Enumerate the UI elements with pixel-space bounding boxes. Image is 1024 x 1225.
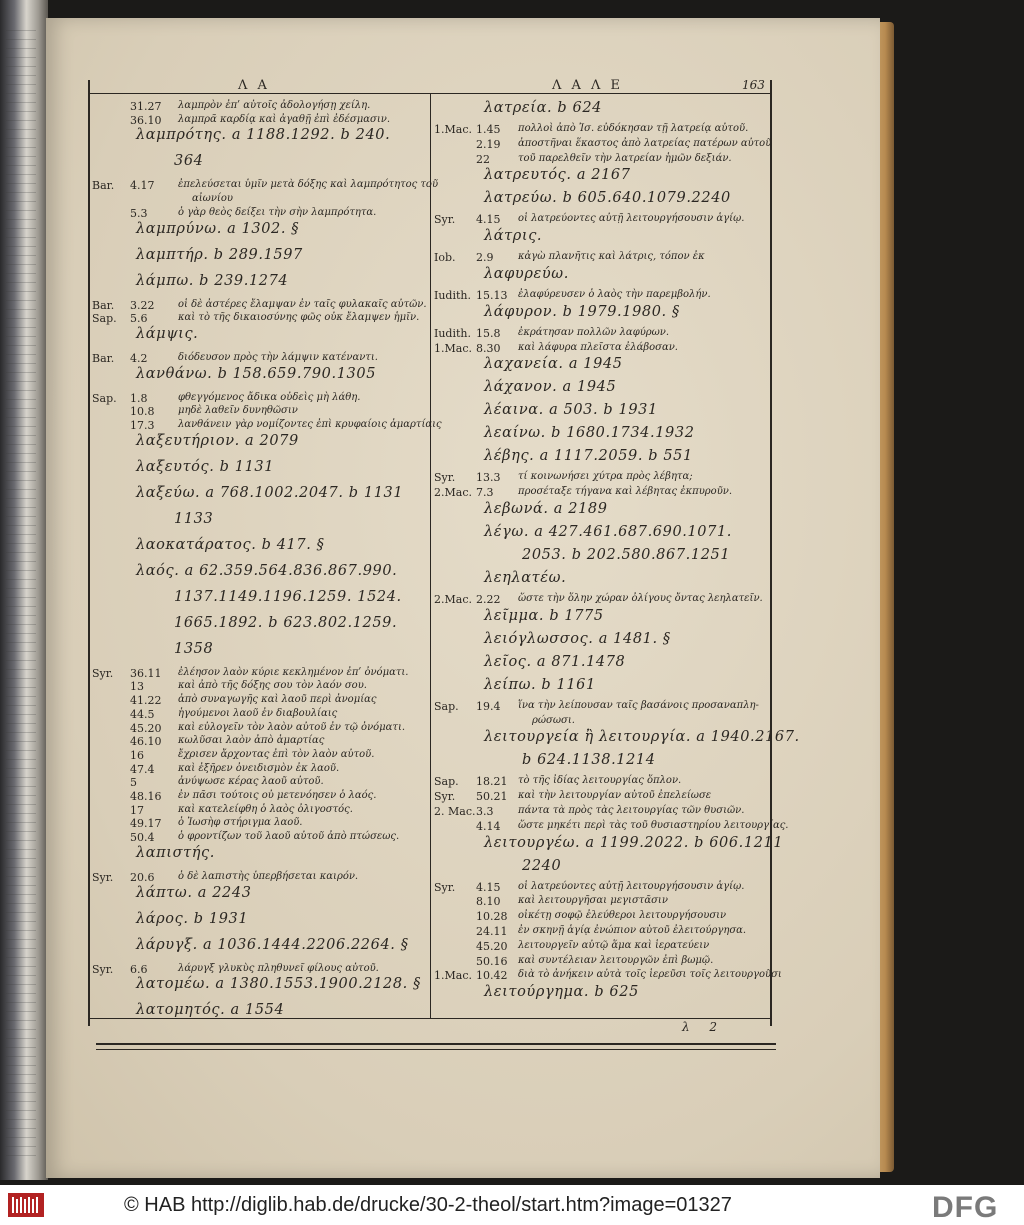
chapter-ref: 2.9 xyxy=(476,251,494,265)
citation-text: ὥστε τὴν ὅλην χώραν ὀλίγους ὄντας λεηλατεῖν. xyxy=(518,593,763,604)
citation-text: ἀνύψωσε κέρας λαοῦ αὐτοῦ. xyxy=(178,776,324,788)
chapter-ref: 5.3 xyxy=(130,206,148,220)
citation-text: ἐλέησον λαὸν κύριε κεκλημένον ἐπʹ ὀνόματι. xyxy=(178,666,409,678)
headword-text: λέγω. a 427.461.687.690.1071. xyxy=(484,524,732,540)
citation-text: αἰωνίου xyxy=(192,193,233,205)
chapter-ref: 18.21 xyxy=(476,775,508,789)
headword-text: 1665.1892. b 623.802.1259. xyxy=(174,614,398,631)
citation-text: καὶ λειτουργῆσαι μεγιστᾶσιν xyxy=(518,895,668,907)
book-ref: Syr. xyxy=(92,962,114,976)
book-ref: Sap. xyxy=(434,775,459,789)
headword-text: λεῖμμα. b 1775 xyxy=(484,607,604,624)
frame-footer-rule-2 xyxy=(96,1049,776,1050)
book-ref: 2. Mac. xyxy=(434,805,476,818)
citation-text: λειτουργεῖν αὐτῷ ἅμα καὶ ἱερατεύειν xyxy=(518,939,710,951)
headword-text: λαξεύω. a 768.1002.2047. b 1131 xyxy=(136,484,404,501)
headword-text: λάμψις. xyxy=(136,325,199,342)
chapter-ref: 24.11 xyxy=(476,925,508,938)
citation-text: οἰκέτῃ σοφῷ ἐλεύθεροι λειτουργήσουσιν xyxy=(518,910,727,922)
headword-text: λατρευτός. a 2167 xyxy=(484,167,631,184)
headword-text: 2053. b 202.580.867.1251 xyxy=(522,547,731,563)
book-ref: Bar. xyxy=(92,351,115,365)
citation-text: ἀπὸ συναγωγῆς καὶ λαοῦ περὶ ἀνομίας xyxy=(178,694,377,706)
chapter-ref: 2.22 xyxy=(476,593,501,606)
headword-text: λαχανεία. a 1945 xyxy=(484,356,623,373)
chapter-ref: 4.15 xyxy=(476,213,501,227)
chapter-ref: 36.10 xyxy=(130,113,162,127)
book-ref: Iudith. xyxy=(434,326,471,340)
citation-text: οἱ δὲ ἀστέρες ἔλαμψαν ἐν ταῖς φυλακαῖς αὐτῶν. xyxy=(178,298,427,310)
headword-text: 1133 xyxy=(174,510,214,527)
chapter-ref: 44.5 xyxy=(130,707,155,721)
headword-text: λειτουργέω. a 1199.2022. b 606.1211 xyxy=(484,834,784,851)
citation-text: ἐκράτησαν πολλῶν λαφύρων. xyxy=(518,326,670,338)
chapter-ref: 5.6 xyxy=(130,312,148,326)
book-ref: 1.Mac. xyxy=(434,123,472,136)
citation-text: ὥστε μηκέτι περὶ τὰς τοῦ θυσιαστηρίου λειτουργίας. xyxy=(518,819,789,831)
headword-text: λαπιστής. xyxy=(136,844,215,861)
running-head-left: Λ Α xyxy=(238,78,270,93)
footer-bar xyxy=(0,1185,1024,1225)
headword-text: λανθάνω. b 158.659.790.1305 xyxy=(136,365,377,382)
headword-text: λεῖος. a 871.1478 xyxy=(484,653,626,670)
headword-text: b 624.1138.1214 xyxy=(522,752,656,769)
citation-text: καὶ τὸ τῆς δικαιοσύνης φῶς οὐκ ἔλαμψεν ἡμῖν. xyxy=(178,312,420,324)
chapter-ref: 36.11 xyxy=(130,666,162,680)
page-stack-lines xyxy=(6,30,36,1160)
chapter-ref: 15.13 xyxy=(476,289,508,302)
book-ref: Bar. xyxy=(92,179,115,193)
citation-text: οἱ λατρεύοντες αὐτῇ λειτουργήσουσιν ἁγίῳ. xyxy=(518,213,745,225)
citation-text: ἐν σκηνῇ ἁγίᾳ ἐνώπιον αὐτοῦ ἐλειτούργησα. xyxy=(518,925,747,936)
citation-text: τὸ τῆς ἰδίας λειτουργίας ὅπλον. xyxy=(518,775,682,787)
dfg-logo: DFG xyxy=(932,1191,999,1224)
headword-text: λάπτω. a 2243 xyxy=(136,884,252,901)
citation-text: καὶ τὴν λειτουργίαν αὐτοῦ ἐπελείωσε xyxy=(518,790,712,802)
citation-text: ἐλαφύρευσεν ὁ λαὸς τὴν παρεμβολήν. xyxy=(518,289,711,300)
headword-text: λατομέω. a 1380.1553.1900.2128. § xyxy=(136,976,421,993)
chapter-ref: 10.42 xyxy=(476,969,508,983)
citation-text: πάντα τὰ πρὸς τὰς λειτουργίας τῶν θυσιῶν. xyxy=(518,805,745,816)
citation-text: πολλοὶ ἀπὸ Ἰσ. εὐδόκησαν τῇ λατρείᾳ αὐτοῦ. xyxy=(518,123,749,134)
citation-text: καὶ λάφυρα πλεῖστα ἐλάβοσαν. xyxy=(518,341,678,353)
book-ref: Iudith. xyxy=(434,289,471,302)
citation-text: καὶ ἐξῆρεν ὀνειδισμὸν ἐκ λαοῦ. xyxy=(178,762,340,774)
chapter-ref: 50.16 xyxy=(476,954,508,968)
book-spine-edge xyxy=(0,0,48,1180)
chapter-ref: 20.6 xyxy=(130,870,155,884)
citation-text: προσέταξε τήγανα καὶ λέβητας ἐκπυροῦν. xyxy=(518,486,733,498)
frame-footer-rule-1 xyxy=(96,1043,776,1045)
chapter-ref: 49.17 xyxy=(130,817,162,831)
citation-text: ἐν πᾶσι τούτοις οὐ μετενόησεν ὁ λαός. xyxy=(178,790,377,801)
running-head-right: Λ Α Λ Ε xyxy=(552,78,624,93)
citation-text: ὁ φροντίζων τοῦ λαοῦ αὐτοῦ ἀπὸ πτώσεως. xyxy=(178,831,400,843)
headword-text: λειτούργημα. b 625 xyxy=(484,984,639,1001)
headword-text: λαξευτήριον. a 2079 xyxy=(136,432,299,449)
chapter-ref: 5 xyxy=(130,776,137,790)
headword-text: 1137.1149.1196.1259. 1524. xyxy=(174,588,402,605)
chapter-ref: 50.21 xyxy=(476,790,508,804)
chapter-ref: 17 xyxy=(130,803,144,817)
headword-text: 2240 xyxy=(522,857,562,874)
headword-text: λαξευτός. b 1131 xyxy=(136,458,275,475)
chapter-ref: 15.8 xyxy=(476,326,501,340)
headword-text: λατρεία. b 624 xyxy=(484,100,602,116)
citation-text: ὁ δὲ λαπιστὴς ὑπερβήσεται καιρόν. xyxy=(178,870,359,882)
citation-text: τί κοινωνήσει χύτρα πρὸς λέβητα; xyxy=(518,471,693,483)
headword-text: λεβωνά. a 2189 xyxy=(484,501,608,517)
headword-text: 1358 xyxy=(174,640,214,657)
citation-text: διὰ τὸ ἀνήκειν αὐτὰ τοῖς ἱερεῦσι τοῖς λειτουργοῦσι xyxy=(518,969,782,981)
chapter-ref: 17.3 xyxy=(130,419,155,432)
headword-text: λεαίνω. b 1680.1734.1932 xyxy=(484,425,695,442)
book-ref: Syr. xyxy=(92,870,114,884)
citation-text: λαμπρᾶ καρδίᾳ καὶ ἀγαθῇ ἐπὶ ἐδέσμασιν. xyxy=(178,113,390,125)
citation-text: ὁ Ἰωσὴφ στήριγμα λαοῦ. xyxy=(178,817,303,829)
headword-text: λάμπω. b 239.1274 xyxy=(136,272,289,289)
headword-text: λεηλατέω. xyxy=(484,570,567,586)
citation-text: ρώσωσι. xyxy=(532,714,575,726)
citation-text: καὶ κατελείφθη ὁ λαὸς ὀλιγοστός. xyxy=(178,803,353,815)
citation-text: ἀποστῆναι ἕκαστος ἀπὸ λατρείας πατέρων αὐτοῦ xyxy=(518,137,772,149)
headword-text: λέαινα. a 503. b 1931 xyxy=(484,402,658,419)
headword-text: λαμπρύνω. a 1302. § xyxy=(136,220,300,237)
citation-text: φθεγγόμενος ἄδικα οὐδεὶς μὴ λάθη. xyxy=(178,391,361,403)
headword-text: λατομητός. a 1554 xyxy=(136,1002,285,1019)
frame-center-rule xyxy=(430,93,431,1019)
book-ref: Bar. xyxy=(92,298,115,312)
book-ref: 2.Mac. xyxy=(434,486,472,500)
headword-text: λαός. a 62.359.564.836.867.990. xyxy=(136,562,398,579)
right-column xyxy=(432,100,800,1018)
headword-text: λατρεύω. b 605.640.1079.2240 xyxy=(484,190,731,207)
chapter-ref: 1.8 xyxy=(130,391,148,405)
citation-text: τοῦ παρελθεῖν τὴν λατρείαν ἡμῶν δεξιάν. xyxy=(518,152,732,164)
book-ref: 2.Mac. xyxy=(434,593,472,606)
chapter-ref: 16 xyxy=(130,748,144,762)
citation-text: λανθάνειν γὰρ νομίζοντες ἐπὶ κρυφαίοις ἁμαρτίαις xyxy=(178,419,442,430)
chapter-ref: 4.15 xyxy=(476,880,501,894)
chapter-ref: 47.4 xyxy=(130,762,155,776)
headword-text: 364 xyxy=(174,153,204,170)
book-ref: Sap. xyxy=(92,391,117,405)
chapter-ref: 6.6 xyxy=(130,962,148,976)
headword-text: λάφυρον. b 1979.1980. § xyxy=(484,303,680,320)
chapter-ref: 22 xyxy=(476,152,490,166)
book-ref: Syr. xyxy=(434,880,456,894)
headword-text: λάτρις. xyxy=(484,228,543,245)
chapter-ref: 4.2 xyxy=(130,351,148,365)
headword-text: λειτουργεία ἢ λειτουργία. a 1940.2167. xyxy=(484,729,800,746)
book-ref: Sap. xyxy=(92,312,117,326)
headword-text: λάχανον. a 1945 xyxy=(484,379,617,396)
chapter-ref: 31.27 xyxy=(130,100,162,113)
chapter-ref: 41.22 xyxy=(130,694,162,708)
book-ref: Syr. xyxy=(434,213,456,227)
headword-text: λάρος. b 1931 xyxy=(136,910,249,927)
chapter-ref: 46.10 xyxy=(130,735,162,749)
headword-text: λέβης. a 1117.2059. b 551 xyxy=(484,448,693,465)
chapter-ref: 13.3 xyxy=(476,471,501,485)
chapter-ref: 8.30 xyxy=(476,341,501,355)
left-column xyxy=(90,100,442,1019)
citation-text: μηδὲ λαθεῖν δυνηθῶσιν xyxy=(178,405,298,417)
book-ref: Iob. xyxy=(434,251,456,265)
chapter-ref: 4.17 xyxy=(130,179,155,193)
book-ref: 1.Mac. xyxy=(434,969,472,983)
headword-text: λαμπρότης. a 1188.1292. b 240. xyxy=(136,127,391,144)
citation-text: ἵνα τὴν λείπουσαν ταῖς βασάνοις προσαναπλη- xyxy=(518,699,759,711)
chapter-ref: 7.3 xyxy=(476,486,494,500)
headword-text: λειόγλωσσος. a 1481. § xyxy=(484,630,671,647)
citation-text: οἱ λατρεύοντες αὐτῇ λειτουργήσουσιν ἁγίῳ. xyxy=(518,880,745,892)
citation-text: λάρυγξ γλυκὺς πληθυνεῖ φίλους αὐτοῦ. xyxy=(178,962,379,974)
chapter-ref: 50.4 xyxy=(130,831,155,845)
chapter-ref: 4.14 xyxy=(476,819,501,833)
signature-mark: λ 2 xyxy=(682,1020,726,1034)
headword-text: λείπω. b 1161 xyxy=(484,676,596,693)
headword-text: λαοκατάρατος. b 417. § xyxy=(136,536,325,553)
citation-text: καὶ συντέλειαν λειτουργῶν ἐπὶ βωμῷ. xyxy=(518,954,714,966)
citation-text: ἐπελεύσεται ὑμῖν μετὰ δόξης καὶ λαμπρότητος τοῦ xyxy=(178,179,439,191)
citation-text: ὁ γὰρ θεὸς δείξει τὴν σὴν λαμπρότητα. xyxy=(178,206,377,218)
citation-text: κἀγὼ πλανῆτις καὶ λάτρις, τόπον ἐκ xyxy=(518,251,705,263)
chapter-ref: 3.3 xyxy=(476,805,494,818)
chapter-ref: 48.16 xyxy=(130,790,162,803)
book-ref: Syr. xyxy=(434,790,456,804)
citation-text: ἡγούμενοι λαοῦ ἐν διαβουλίαις xyxy=(178,707,338,719)
headword-text: λάρυγξ. a 1036.1444.2206.2264. § xyxy=(136,936,409,953)
citation-text: καὶ ἀπὸ τῆς δόξης σου τὸν λαόν σου. xyxy=(178,680,367,692)
citation-text: ἔχρισεν ἄρχοντας ἐπὶ τὸν λαὸν αὐτοῦ. xyxy=(178,748,375,760)
chapter-ref: 45.20 xyxy=(130,721,162,735)
book-ref: Syr. xyxy=(434,471,456,485)
chapter-ref: 45.20 xyxy=(476,939,508,953)
citation-text: κωλῦσαι λαὸν ἀπὸ ἁμαρτίας xyxy=(178,735,325,747)
citation-text: καὶ εὐλογεῖν τὸν λαὸν αὐτοῦ ἐν τῷ ὀνόματι. xyxy=(178,721,406,733)
headword-text: λαμπτήρ. b 289.1597 xyxy=(136,246,303,263)
chapter-ref: 13 xyxy=(130,680,144,694)
chapter-ref: 19.4 xyxy=(476,699,501,713)
citation-text: διόδευσον πρὸς τὴν λάμψιν κατέναντι. xyxy=(178,351,378,363)
page-number: 163 xyxy=(742,78,765,92)
headword-text: λαφυρεύω. xyxy=(484,266,569,282)
chapter-ref: 10.28 xyxy=(476,910,508,924)
chapter-ref: 8.10 xyxy=(476,895,501,909)
frame-right-rule xyxy=(770,80,772,1026)
chapter-ref: 3.22 xyxy=(130,298,155,312)
chapter-ref: 10.8 xyxy=(130,405,155,419)
book-ref: 1.Mac. xyxy=(434,341,472,355)
citation-text: λαμπρὸν ἐπʹ αὐτοῖς ἀδολογήσῃ χείλη. xyxy=(178,100,371,111)
chapter-ref: 1.45 xyxy=(476,123,501,136)
book-ref: Syr. xyxy=(92,666,114,680)
hab-logo-icon xyxy=(6,1189,46,1221)
footer-credit-link[interactable]: © HAB http://diglib.hab.de/drucke/30-2-theol/start.htm?image=01327 xyxy=(124,1194,732,1216)
book-ref: Sap. xyxy=(434,699,459,713)
chapter-ref: 2.19 xyxy=(476,137,501,151)
